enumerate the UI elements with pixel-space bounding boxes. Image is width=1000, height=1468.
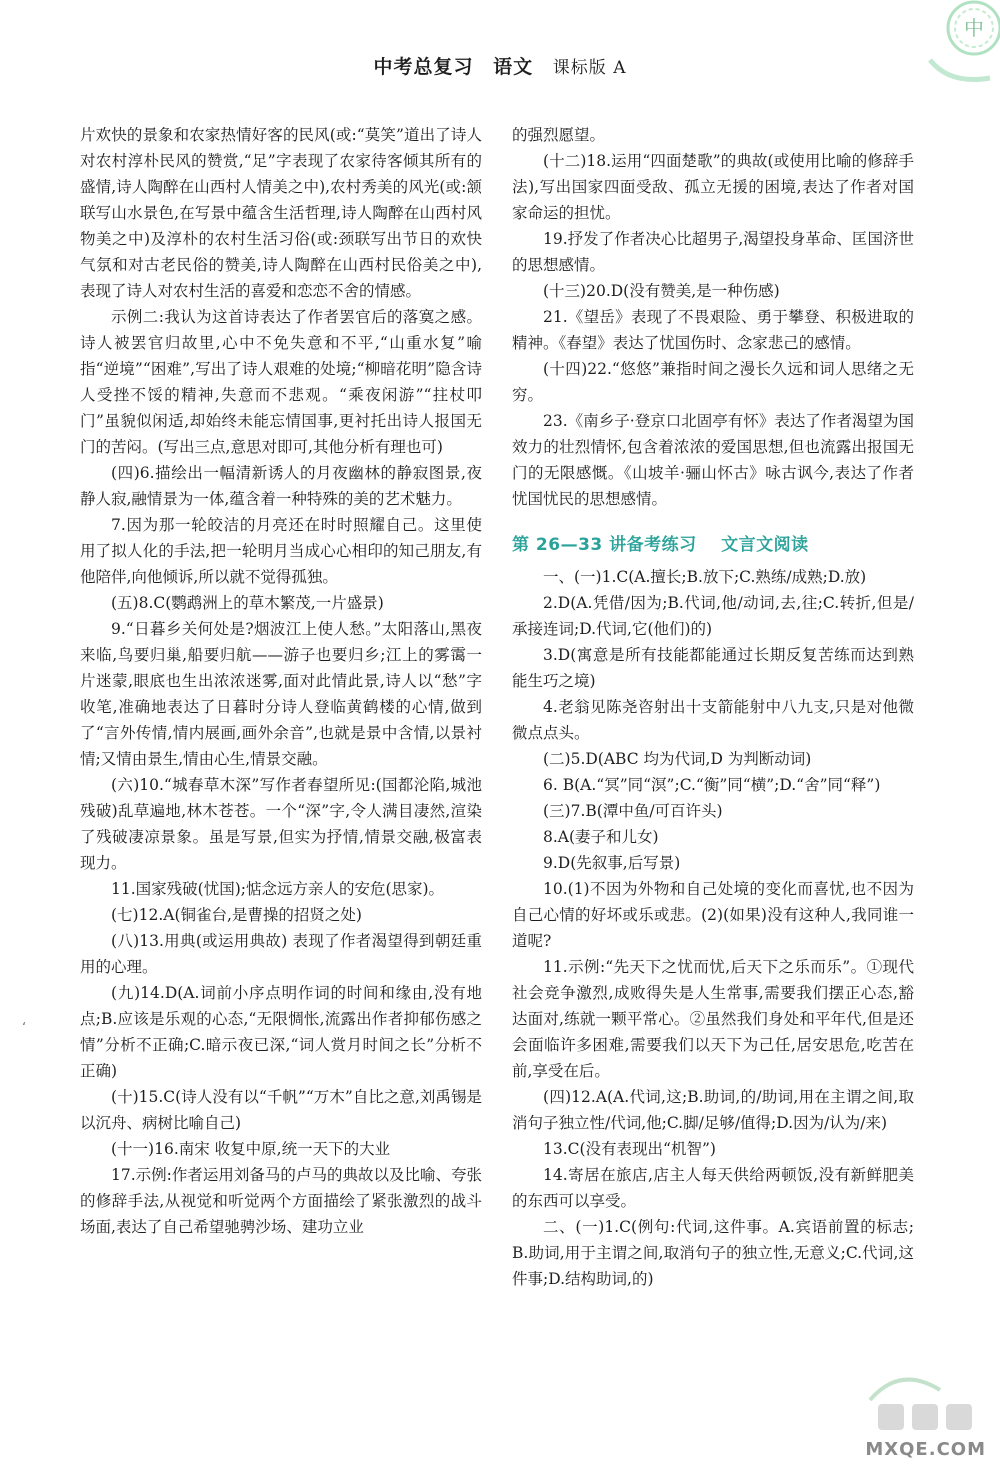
running-header <box>0 52 1000 79</box>
right-column <box>512 122 914 1292</box>
answer-paragraph: 11.国家残破(忧国);惦念远方亲人的安危(思家)。 <box>111 880 445 898</box>
answer-paragraph: 3.D(寓意是所有技能都能通过长期反复苦练而达到熟能生巧之境) <box>512 646 914 690</box>
answer-paragraph: 9.D(先叙事,后写景) <box>543 854 681 872</box>
corner-seal-text: 中 <box>964 16 984 40</box>
section-label: 第 26—33 讲备考练习 <box>512 535 697 555</box>
answer-paragraph: 一、(一)1.C(A.擅长;B.放下;C.熟练/成熟;D.放) <box>543 568 867 586</box>
answer-paragraph: 19.抒发了作者决心比超男子,渴望投身革命、匡国济世的思想感情。 <box>512 230 914 274</box>
right-column-top <box>512 122 914 512</box>
right-column-bottom <box>512 564 914 1292</box>
answer-paragraph: 17.示例:作者运用刘备马的卢马的典故以及比喻、夸张的修辞手法,从视觉和听觉两个方面描绘了紧张激烈的战斗场面,表达了自己希望驰骋沙场、建功立业 <box>80 1166 482 1236</box>
answer-paragraph: 4.老翁见陈尧咨射出十支箭能射中八九支,只是对他微微点点头。 <box>512 698 914 742</box>
answer-paragraph: 6. B(A.“冥”同“溟”;C.“衡”同“横”;D.“舍”同“释”) <box>543 776 881 794</box>
answer-paragraph: 13.C(没有表现出“机智”) <box>543 1140 716 1158</box>
section-heading <box>512 532 914 558</box>
answer-paragraph: (三)7.B(潭中鱼/可百许头) <box>543 802 723 820</box>
answer-paragraph: (十)15.C(诗人没有以“千帆”“万木”自比之意,刘禹锡是以沉舟、病树比喻自己) <box>80 1088 482 1132</box>
answer-paragraph: 7.因为那一轮皎洁的月亮还在时时照耀自己。这里使用了拟人化的手法,把一轮明月当成心心相印的知己朋友,有他陪伴,向他倾诉,所以就不觉得孤独。 <box>80 516 482 586</box>
answer-paragraph: 10.(1)不因为外物和自己处境的变化而喜忧,也不因为自己心情的好坏或乐或悲。(2)(如果)没有这种人,我同谁一道呢? <box>512 880 914 950</box>
watermark-site-text: MXQE.COM <box>865 1439 986 1460</box>
answer-paragraph: (十二)18.运用“四面楚歌”的典故(或使用比喻的修辞手法),写出国家四面受敌、孤立无援的困境,表达了作者对国家命运的担忧。 <box>512 152 914 222</box>
margin-mark: ‘ <box>22 1020 26 1034</box>
corner-seal-logo <box>900 0 1000 90</box>
answer-paragraph: 14.寄居在旅店,店主人每天供给两顿饭,没有新鲜肥美的东西可以享受。 <box>512 1166 914 1210</box>
answer-paragraph: (六)10.“城春草木深”写作者春望所见:(国都沦陷,城池残破)乱草遍地,林木苍苍。一个“深”字,令人满目凄然,渲染了残破凄凉景象。虽是写景,但实为抒情,情景交融,极富表现力。 <box>80 776 482 872</box>
answer-paragraph: 的强烈愿望。 <box>512 126 606 144</box>
answer-paragraph: (四)6.描绘出一幅清新诱人的月夜幽林的静寂图景,夜静人寂,融情景为一体,蕴含着一种特殊的美的艺术魅力。 <box>80 464 482 508</box>
answer-paragraph: 二、(一)1.C(例句:代词,这件事。A.宾语前置的标志;B.助词,用于主谓之间,取消句子的独立性,无意义;C.代词,这件事;D.结构助词,的) <box>512 1218 914 1288</box>
answer-paragraph: 2.D(A.凭借/因为;B.代词,他/动词,去,往;C.转折,但是/承接连词;D.代词,它(他们)的) <box>512 594 914 638</box>
answer-paragraph: 9.“日暮乡关何处是?烟波江上使人愁。”太阳落山,黑夜来临,鸟要归巢,船要归航——游子也要归乡;江上的雾霭一片迷蒙,眼底也生出浓浓迷雾,面对此情此景,诗人以“愁”字收笔,准确地表达了日暮时分诗人登临黄鹤楼的心情,做到了“言外传情,情内展画,画外余音”,也就是景中含情,以景衬情;又情由景生,情由心生,情景交融。 <box>80 620 482 768</box>
answer-paragraph: 示例二:我认为这首诗表达了作者罢官后的落寞之感。诗人被罢官归故里,心中不免失意和不平,“山重水复”喻指“逆境”“困难”,写出了诗人艰难的处境;“柳暗花明”隐含诗人受挫不馁的精神,失意而不悲观。“乘夜闲游”“拄杖叩门”虽貌似闲适,却始终未能忘情国事,更衬托出诗人报国无门的苦闷。(写出三点,意思对即可,其他分析有理也可) <box>80 308 482 456</box>
header-subject: 语文 <box>493 56 534 78</box>
section-topic: 文言文阅读 <box>721 535 809 555</box>
answer-paragraph: 8.A(妻子和儿女) <box>543 828 659 846</box>
answer-paragraph: (二)5.D(ABC 均为代词,D 为判断动词) <box>543 750 812 768</box>
header-title: 中考总复习 <box>373 56 474 78</box>
answer-paragraph: (四)12.A(A.代词,这;B.助词,的/助词,用在主谓之间,取消句子独立性/代词,他;C.脚/足够/值得;D.因为/认为/来) <box>512 1088 914 1132</box>
answer-paragraph: (八)13.用典(或运用典故) 表现了作者渴望得到朝廷重用的心理。 <box>80 932 482 976</box>
header-edition: 课标版 A <box>552 58 627 78</box>
answer-paragraph: (十一)16.南宋 收复中原,统一天下的大业 <box>111 1140 391 1158</box>
answer-paragraph: 片欢快的景象和农家热情好客的民风(或:“莫笑”道出了诗人对农村淳朴民风的赞赏,“足”字表现了农家待客倾其所有的盛情,诗人陶醉在山西村人情美之中),农村秀美的风光(或:颔联写山水景色,在写景中蕴含生活哲理,诗人陶醉在山西村风物美之中)及淳朴的农村生活习俗(或:颈联写出节日的欢快气氛和对古老民俗的赞美,诗人陶醉在山西村民俗美之中),表现了诗人对农村生活的喜爱和恋恋不舍的情感。 <box>80 126 482 300</box>
answer-paragraph: 11.示例:“先天下之忧而忧,后天下之乐而乐”。①现代社会竞争激烈,成败得失是人生常事,需要我们摆正心态,豁达面对,练就一颗平常心。②虽然我们身处和平年代,但是还会面临许多困难,需要我们以天下为己任,居安思危,吃苦在前,享受在后。 <box>512 958 914 1080</box>
answer-paragraph: (五)8.C(鹦鹉洲上的草木繁茂,一片盛景) <box>111 594 384 612</box>
answer-paragraph: (七)12.A(铜雀台,是曹操的招贤之处) <box>111 906 362 924</box>
answer-paragraph: (十四)22.“悠悠”兼指时间之漫长久远和词人思绪之无穷。 <box>512 360 914 404</box>
answer-paragraph: (十三)20.D(没有赞美,是一种伤感) <box>543 282 780 300</box>
left-column <box>80 122 482 1240</box>
answer-paragraph: 23.《南乡子·登京口北固亭有怀》表达了作者渴望为国效力的壮烈情怀,包含着浓浓的爱国思想,但也流露出报国无门的无限感慨。《山坡羊·骊山怀古》咏古讽今,表达了作者忧国忧民的思想感情。 <box>512 412 914 508</box>
answer-paragraph: 21.《望岳》表现了不畏艰险、勇于攀登、积极进取的精神。《春望》表达了忧国伤时、念家悲己的感情。 <box>512 308 914 352</box>
answer-paragraph: (九)14.D(A.词前小序点明作词的时间和缘由,没有地点;B.应该是乐观的心态,“无限惆怅,流露出作者抑郁伤感之情”分析不正确;C.暗示夜已深,“词人赏月时间之长”分析不正确) <box>80 984 482 1080</box>
